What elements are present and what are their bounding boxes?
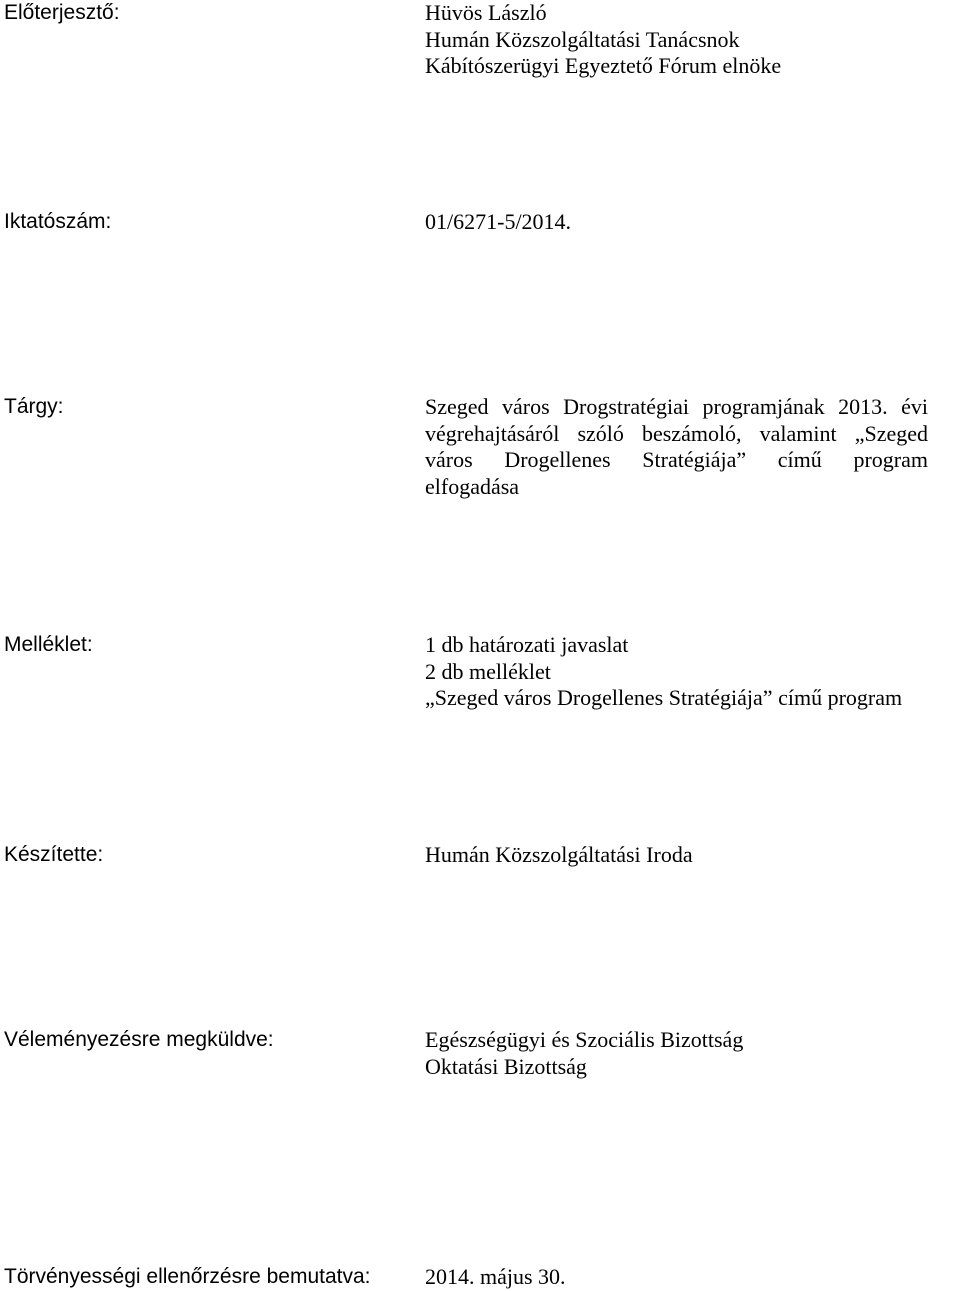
- eloterjeszto-role: Kábítószerügyi Egyeztető Fórum elnöke: [425, 53, 782, 78]
- keszitette-value: [425, 842, 693, 869]
- torvenyessegi-value: [425, 1264, 566, 1291]
- torvenyessegi-date: 2014. május 30.: [425, 1264, 566, 1289]
- eloterjeszto-value: [425, 0, 781, 80]
- targy-label: Tárgy:: [4, 395, 64, 418]
- melleklet-line-1: 1 db határozati javaslat: [425, 632, 629, 657]
- targy-line-1: Szeged város Drogstratégiai programjának 2013. évi: [425, 394, 928, 419]
- velemenyezesre-committee-2: Oktatási Bizottság: [425, 1053, 587, 1079]
- eloterjeszto-label: Előterjesztő:: [4, 1, 120, 24]
- eloterjeszto-title: Humán Közszolgáltatási Tanácsnok: [425, 26, 740, 52]
- melleklet-line-2: 2 db melléklet: [425, 658, 551, 684]
- melleklet-label: Melléklet:: [4, 633, 93, 656]
- keszitette-label: Készítette:: [4, 843, 104, 866]
- targy-line-3: város Drogellenes Stratégiája” című program: [425, 447, 928, 472]
- targy-line-2: végrehajtásáról szóló beszámoló, valamint „Szeged: [425, 420, 928, 446]
- velemenyezesre-label: Véleményezésre megküldve:: [4, 1028, 274, 1051]
- keszitette-office: Humán Közszolgáltatási Iroda: [425, 842, 693, 867]
- melleklet-line-3: „Szeged város Drogellenes Stratégiája” című program: [425, 685, 903, 710]
- velemenyezesre-committee-1: Egészségügyi és Szociális Bizottság: [425, 1027, 744, 1052]
- iktatoszam-number: 01/6271-5/2014.: [425, 209, 572, 234]
- melleklet-value: [425, 632, 902, 712]
- velemenyezesre-value: [425, 1027, 743, 1080]
- targy-line-4: elfogadása: [425, 473, 520, 499]
- torvenyessegi-label: Törvényességi ellenőrzésre bemutatva:: [4, 1265, 371, 1288]
- iktatoszam-label: Iktatószám:: [4, 210, 112, 233]
- targy-value: [425, 394, 928, 500]
- eloterjeszto-name: Hüvös László: [425, 0, 547, 25]
- iktatoszam-value: [425, 209, 571, 236]
